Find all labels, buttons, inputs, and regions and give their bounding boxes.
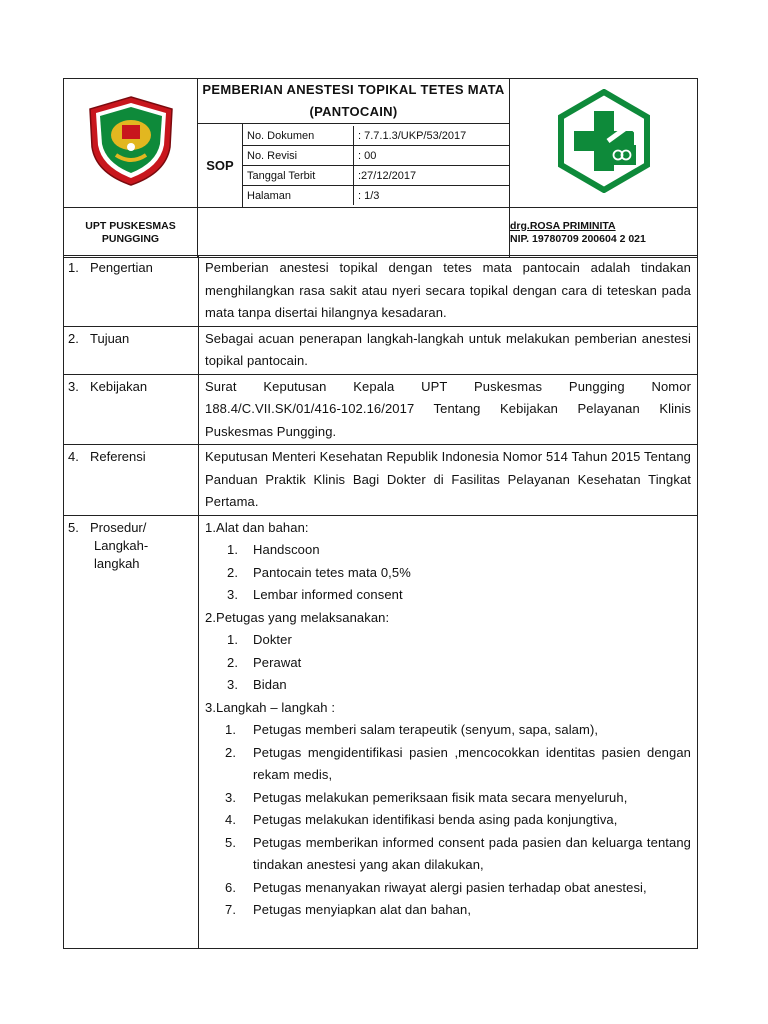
section-title: Prosedur/ (90, 519, 147, 535)
list-item: 4. Petugas melakukan identifikasi benda asing pada konjungtiva, (225, 812, 618, 827)
section-number: 4. (68, 449, 79, 464)
section-number: 2. (68, 330, 79, 346)
regency-emblem-icon (86, 95, 176, 187)
section-label (64, 326, 199, 374)
staff-list (205, 629, 691, 697)
section-title: Referensi (90, 449, 146, 464)
section-row (64, 515, 698, 948)
section-label (64, 515, 199, 948)
section-title: Tujuan (90, 330, 130, 346)
regency-logo-cell (64, 79, 198, 208)
section-row (64, 374, 698, 445)
meta-label: Tanggal Terbit (243, 166, 354, 186)
list-item: 3. Petugas melakukan pemeriksaan fisik mata secara menyeluruh, (225, 789, 628, 805)
list-item: 2. Pantocain tetes mata 0,5% (227, 564, 411, 580)
list-item: 2. Petugas mengidentifikasi pasien ,mencocokkan identitas pasien dengan rekam medis, (225, 744, 691, 782)
section-title: Kebijakan (90, 378, 148, 394)
section-text: Surat Keputusan Kepala UPT Puskesmas Pungging Nomor 188.4/C.VII.SK/01/416-102.16/2017 Tentang Kebijakan Pelayanan Klinis Puskesmas Pungging. (199, 374, 698, 445)
puskesmas-logo-cell (510, 79, 698, 208)
list-item: 5. Petugas memberikan informed consent pada pasien dan keluarga tentang tindakan anestesi yang akan dilakukan, (225, 834, 691, 872)
equipment-heading: 1.Alat dan bahan: (205, 519, 309, 535)
meta-value: :27/12/2017 (354, 166, 510, 186)
section-row (64, 326, 698, 374)
signer-nip: NIP. 19780709 200604 2 021 (510, 232, 646, 245)
section-number: 5. (68, 519, 79, 535)
meta-value: : 00 (354, 146, 510, 166)
section-title-line2: Langkah- (94, 537, 149, 553)
sop-content-table (63, 255, 698, 949)
section-number: 3. (68, 378, 79, 394)
section-text: Sebagai acuan penerapan langkah-langkah untuk melakukan pemberian anestesi topikal pantocain. (199, 326, 698, 374)
sop-title: PEMBERIAN ANESTESI TOPIKAL TETES MATA (PANTOCAIN) (198, 79, 510, 124)
steps-heading: 3.Langkah – langkah : (205, 699, 336, 715)
list-item: 1. Handscoon (227, 542, 320, 557)
list-item: 6. Petugas menanyakan riwayat alergi pasien terhadap obat anestesi, (225, 879, 647, 895)
meta-value: : 7.7.1.3/UKP/53/2017 (354, 126, 510, 146)
list-item: 3. Bidan (227, 677, 287, 692)
section-title: Pengertian (90, 260, 153, 275)
staff-heading: 2.Petugas yang melaksanakan: (205, 609, 390, 625)
header-table (63, 78, 698, 258)
section-label (64, 374, 199, 445)
document-meta-cell (243, 124, 510, 208)
list-item: 1. Petugas memberi salam terapeutik (senyum, sapa, salam), (225, 722, 599, 737)
section-text: Pemberian anestesi topikal dengan tetes mata pantocain adalah tindakan menghilangkan rasa sakit atau nyeri secara topikal dengan cara di teteskan pada mata tanpa disertai hilangnya kesadaran. (199, 256, 698, 327)
sop-label: SOP (198, 124, 243, 208)
meta-value: : 1/3 (354, 186, 510, 206)
section-text: Keputusan Menteri Kesehatan Republik Indonesia Nomor 514 Tahun 2015 Tentang Panduan Praktik Klinis Bagi Dokter di Fasilitas Pelayanan Kesehatan Tingkat Pertama. (199, 445, 698, 516)
list-item: 7. Petugas menyiapkan alat dan bahan, (225, 902, 472, 917)
section-label (64, 256, 199, 327)
section-row (64, 256, 698, 327)
puskesmas-logo-icon (556, 89, 652, 193)
blank-cell (198, 208, 510, 258)
list-item: 3. Lembar informed consent (227, 587, 403, 602)
signature-block (510, 208, 698, 258)
org-line-1: UPT PUSKESMAS (85, 219, 176, 232)
section-row (64, 445, 698, 516)
meta-label: No. Revisi (243, 146, 354, 166)
signer-name: drg.ROSA PRIMINITA (510, 219, 616, 232)
document-meta-table (243, 126, 509, 205)
section-number: 1. (68, 260, 79, 275)
section-label (64, 445, 199, 516)
meta-label: Halaman (243, 186, 354, 206)
section-title-line3: langkah (94, 555, 140, 571)
procedure-content (199, 515, 698, 948)
org-line-2: PUNGGING (101, 232, 160, 245)
equipment-list (205, 539, 691, 607)
meta-label: No. Dokumen (243, 126, 354, 146)
organization-name (64, 208, 198, 258)
list-item: 2. Perawat (227, 654, 302, 670)
list-item: 1. Dokter (227, 632, 292, 647)
steps-list (205, 719, 691, 922)
